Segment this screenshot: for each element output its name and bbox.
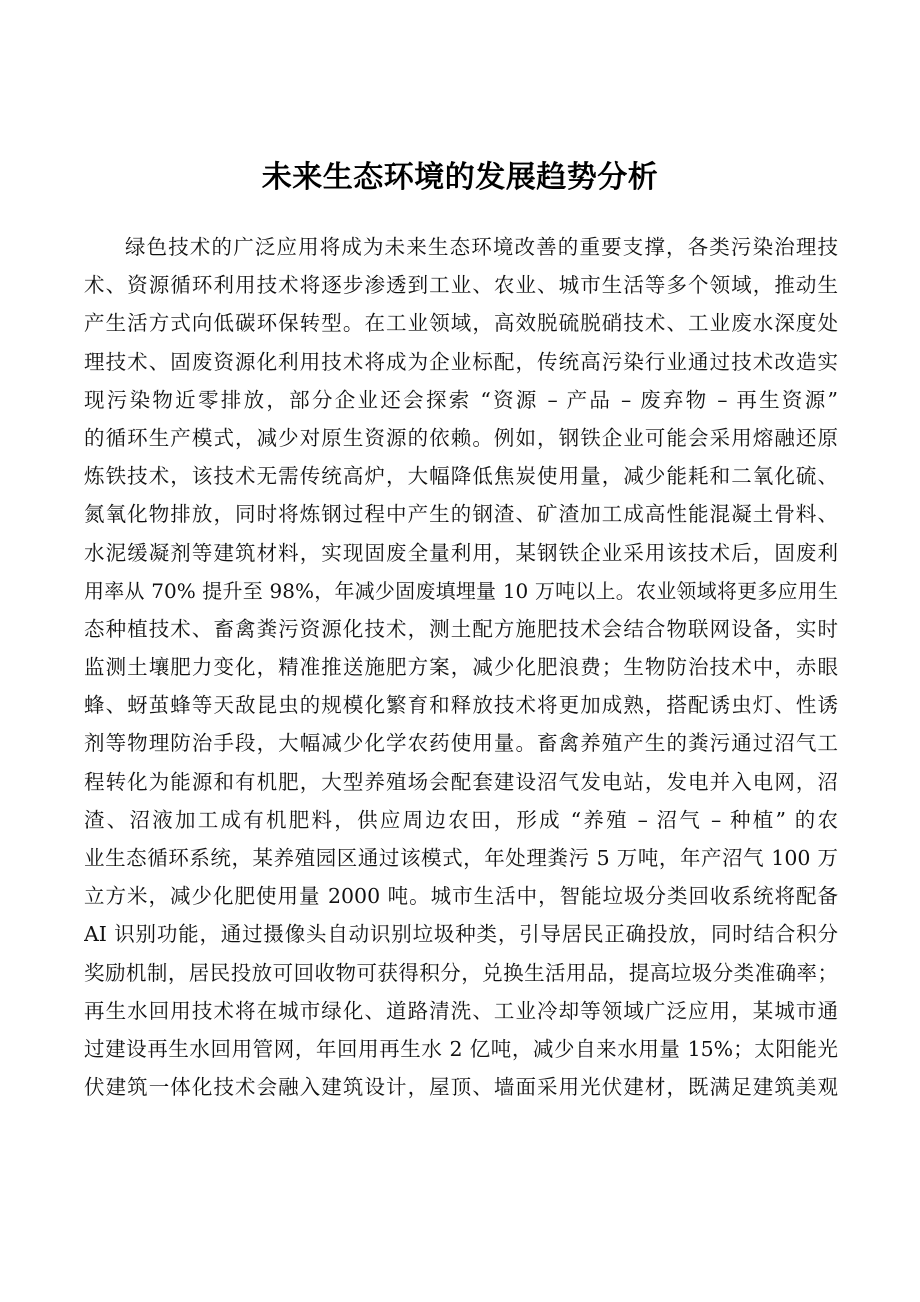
text-line: 的循环生产模式，减少对原生资源的依赖。例如，钢铁企业可能会采用熔融还原 bbox=[84, 425, 838, 450]
text-line: 现污染物近零排放，部分企业还会探索 “资源 – 产品 – 废弃物 – 再生资源” bbox=[84, 387, 838, 412]
text-line: 再生水回用技术将在城市绿化、道路清洗、工业冷却等领域广泛应用，某城市通 bbox=[84, 998, 838, 1023]
text-line: 监测土壤肥力变化，精准推送施肥方案，减少化肥浪费；生物防治技术中，赤眼 bbox=[84, 655, 838, 680]
text-line: 渣、沼液加工成有机肥料，供应周边农田，形成 “养殖 – 沼气 – 种植” 的农 bbox=[84, 807, 838, 832]
text-line: 态种植技术、畜禽粪污资源化技术，测土配方施肥技术会结合物联网设备，实时 bbox=[84, 616, 838, 641]
text-line: 产生活方式向低碳环保转型。在工业领域，高效脱硫脱硝技术、工业废水深度处 bbox=[84, 311, 838, 336]
text-line: 绿色技术的广泛应用将成为未来生态环境改善的重要支撑，各类污染治理技 bbox=[125, 235, 838, 259]
body-paragraph bbox=[84, 228, 838, 1106]
document-title: 未来生态环境的发展趋势分析 bbox=[261, 160, 659, 195]
text-line: 伏建筑一体化技术会融入建筑设计，屋顶、墙面采用光伏建材，既满足建筑美观 bbox=[84, 1075, 838, 1100]
text-line: 奖励机制，居民投放可回收物可获得积分，兑换生活用品，提高垃圾分类准确率； bbox=[84, 960, 838, 985]
text-line: AI 识别功能，通过摄像头自动识别垃圾种类，引导居民正确投放，同时结合积分 bbox=[84, 922, 838, 947]
text-line: 炼铁技术，该技术无需传统高炉，大幅降低焦炭使用量，减少能耗和二氧化硫、 bbox=[84, 464, 838, 489]
text-line: 业生态循环系统，某养殖园区通过该模式，年处理粪污 5 万吨，年产沼气 100 万 bbox=[84, 846, 838, 870]
text-line: 程转化为能源和有机肥，大型养殖场会配套建设沼气发电站，发电并入电网，沼 bbox=[84, 769, 838, 794]
text-line: 氮氧化物排放，同时将炼钢过程中产生的钢渣、矿渣加工成高性能混凝土骨料、 bbox=[84, 502, 838, 527]
text-line: 蜂、蚜茧蜂等天敌昆虫的规模化繁育和释放技术将更加成熟，搭配诱虫灯、性诱 bbox=[84, 693, 838, 718]
text-line: 理技术、固废资源化利用技术将成为企业标配，传统高污染行业通过技术改造实 bbox=[84, 349, 838, 374]
text-line: 立方米，减少化肥使用量 2000 吨。城市生活中，智能垃圾分类回收系统将配备 bbox=[84, 884, 838, 909]
text-line: 术、资源循环利用技术将逐步渗透到工业、农业、城市生活等多个领域，推动生 bbox=[84, 273, 838, 298]
text-line: 剂等物理防治手段，大幅减少化学农药使用量。畜禽养殖产生的粪污通过沼气工 bbox=[84, 731, 838, 756]
text-line: 水泥缓凝剂等建筑材料，实现固废全量利用，某钢铁企业采用该技术后，固废利 bbox=[84, 540, 838, 565]
text-line: 过建设再生水回用管网，年回用再生水 2 亿吨，减少自来水用量 15%；太阳能光 bbox=[84, 1036, 838, 1061]
text-line: 用率从 70% 提升至 98%，年减少固废填埋量 10 万吨以上。农业领域将更多应用生 bbox=[84, 578, 838, 603]
